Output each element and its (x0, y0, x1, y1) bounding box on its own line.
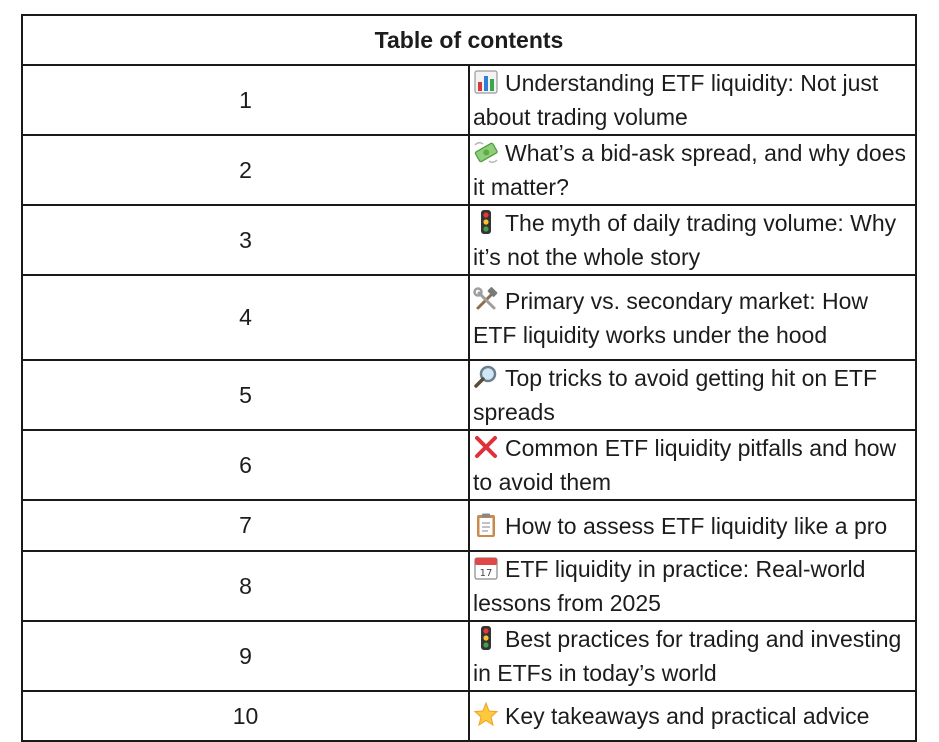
toc-title: Table of contents (22, 15, 916, 65)
bar-chart-icon (473, 69, 499, 95)
toc-link-9[interactable] (469, 621, 916, 691)
toc-header-row (22, 15, 916, 65)
item-number: 9 (22, 621, 469, 691)
item-number: 6 (22, 430, 469, 500)
toc-link-3[interactable] (469, 205, 916, 275)
money-with-wings-icon (473, 139, 499, 165)
item-text: Understanding ETF liquidity: Not just about trading volume (473, 70, 879, 130)
table-row (22, 691, 916, 741)
item-number: 7 (22, 500, 469, 551)
item-text: Common ETF liquidity pitfalls and how to avoid them (473, 435, 897, 495)
magnifying-glass-icon (473, 364, 499, 390)
table-row (22, 275, 916, 360)
table-row (22, 551, 916, 621)
toc-link-6[interactable] (469, 430, 916, 500)
item-number: 10 (22, 691, 469, 741)
item-text: Primary vs. secondary market: How ETF liquidity works under the hood (473, 287, 868, 348)
item-text: The myth of daily trading volume: Why it’s not the whole story (473, 210, 897, 270)
traffic-light-icon (473, 209, 499, 235)
cross-mark-icon (473, 434, 499, 460)
item-number: 2 (22, 135, 469, 205)
item-text: Key takeaways and practical advice (505, 703, 870, 729)
table-of-contents (21, 14, 917, 742)
item-number: 4 (22, 275, 469, 360)
toc-link-1[interactable] (469, 65, 916, 135)
table-row (22, 621, 916, 691)
glowing-star-icon (473, 702, 499, 728)
toc-link-8[interactable] (469, 551, 916, 621)
item-number: 1 (22, 65, 469, 135)
table-row (22, 360, 916, 430)
item-number: 3 (22, 205, 469, 275)
item-text: How to assess ETF liquidity like a pro (505, 512, 888, 539)
toc-link-10[interactable] (469, 691, 916, 741)
item-number: 5 (22, 360, 469, 430)
item-number: 8 (22, 551, 469, 621)
item-text: ETF liquidity in practice: Real-world lessons from 2025 (473, 556, 866, 616)
svg-text:17: 17 (479, 568, 493, 579)
table-row (22, 65, 916, 135)
table-row (22, 500, 916, 551)
calendar-icon (473, 555, 499, 581)
hammer-and-wrench-icon (473, 287, 499, 313)
table-row (22, 135, 916, 205)
toc-link-5[interactable] (469, 360, 916, 430)
table-row (22, 430, 916, 500)
table-row (22, 205, 916, 275)
item-text: Best practices for trading and investing in ETFs in today’s world (473, 626, 902, 686)
toc-link-4[interactable] (469, 275, 916, 360)
item-text: What’s a bid-ask spread, and why does it matter? (473, 140, 907, 200)
traffic-light-icon (473, 625, 499, 651)
toc-link-7[interactable] (469, 500, 916, 551)
clipboard-icon (473, 512, 499, 538)
item-text: Top tricks to avoid getting hit on ETF spreads (473, 365, 878, 425)
toc-link-2[interactable] (469, 135, 916, 205)
